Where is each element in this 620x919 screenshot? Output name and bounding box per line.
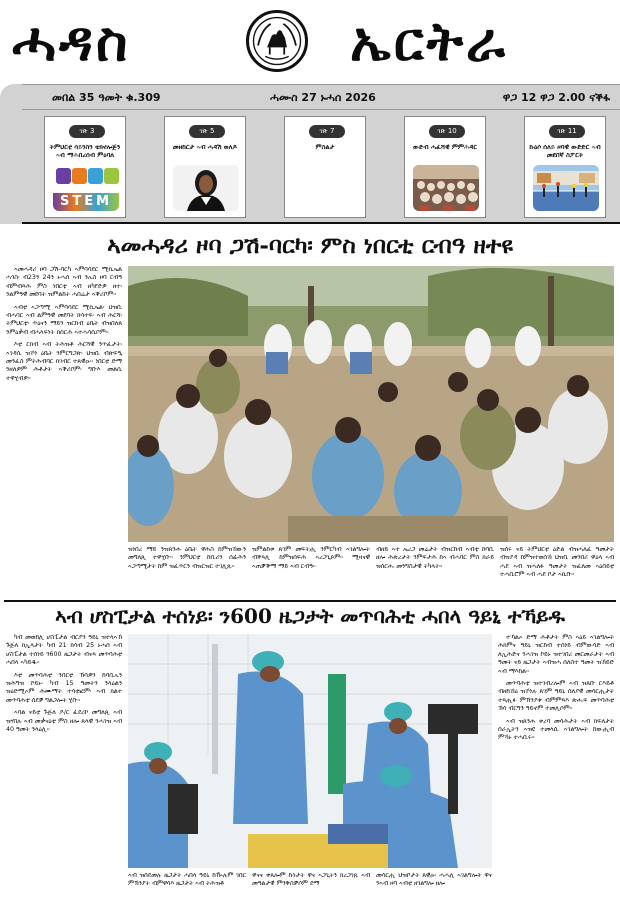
teaser-page-3[interactable] <box>44 116 126 218</box>
article2-photo-surgery <box>128 634 492 868</box>
article2-column-b1: ኣብ ዝሰደመሉ ዜጋታት ሓበላ ዓይኒ ከዂሉም ገበር ምኽንያት ብምዋሳእ ዜጋታት ኣብ ትሕዝቶ <box>128 872 246 888</box>
article1-column-b3: ብዘይ ኣተ ኤረጋ መሬታት ብዝርከብ ኣብቲ ከባቢ ዘሎ ሕጽረታት ንምፍታሕ ከኣ ብሓባር ምስ ክራይ ዝሰርሑ መንግስታዊ ትካላት። <box>376 546 494 570</box>
article1-paragraph: ኣመሓዳሪ ዞባ ጋሽ-ባርካ ኣምባሳደር ሚኪኤል ሓጎስ፡ ብ23ን 24ን ኑሓሰ ኣብ ንኡስ ዞባ ርብዓ ብምብጻሕ ምስ ነበርቲ ኣብ ዘካየድዎ ዘተ፡ ንልምዓዊ መደባት ዝምልከት ሓበሬታ ኣቕሪቦም። <box>6 266 122 299</box>
teaser-page-badge: ገጽ 10 <box>429 125 465 138</box>
teaser-caption: ምስልታ <box>315 143 335 151</box>
teaser-page-5[interactable] <box>164 116 246 218</box>
article2-paragraph: ካብ መወከሊ ሆስፒታል ብርያን ዓይኒ ዝተላኣኸ ጉጅለ ክኢላታት ካብ 21 ክሳብ 25 ኑሓሰ ኣብ ሆስፒታል ተሰነይ ን600 ዜጋታት ብናጻ መጥባሕቲ ሓበላ ኣካይዱ። <box>6 634 122 667</box>
teaser-caption: ውድብ ሓፈሻዊ ምምሕዳር <box>413 143 477 151</box>
article2-column-b3: መሳርሒ ህዝቦታት ጸዊዑ፡ ሓሓሊ ኣገልግሎት ዋና ንኣብ ዞባ ኣብቲ ዘገልግሎ ዘሎ <box>376 872 492 888</box>
issue-volume: መበል 35 ዓመት ቁ.309 <box>52 91 161 104</box>
issue-price: ዋጋ 12 ዋጋ 2.00 ናቕፋ <box>502 91 610 104</box>
issue-date: ሓሙስ 27 ኑሓሰ 2026 <box>270 91 376 104</box>
teaser-page-badge: ገጽ 7 <box>309 125 345 138</box>
header-corner <box>0 84 22 224</box>
teaser-page-badge: ገጽ 3 <box>69 125 105 138</box>
section-divider <box>4 600 616 602</box>
article1-paragraph: እቲ ርክብ ኣብ ትሕዝቶ ሕርሻዊ ንጥፈታት፡ ኣገዳሲ ዝኾነ ዕቤት ንምርግጋጽ፡ ህዝቢ ብጽፍዒ መንፈስ ምትሕብባር ክገብር ተጸዊዑ። ነበርቲ ድማ ንዘለዎም ሕቶታት ኣቕሪቦም፡ ግቡእ መልሲ ተዋሂብዎ። <box>6 341 122 382</box>
article1-column-left <box>6 266 122 542</box>
article1-headline: ኣመሓዳሪ ዞባ ጋሽ-ባርካ፡ ምስ ነበርቲ ርብዓ ዘተዩ <box>107 232 513 259</box>
emblem-logo <box>246 10 308 72</box>
article2-column-left <box>6 634 122 914</box>
teaser-strip <box>22 110 620 224</box>
article2-paragraph: ኣባል ናይቲ ጉጅለ ዶ/ር ፈደሪኮ መግለጺ ኣብ ዝሃበሉ ኣብ መቃናዕቲ ምስ ዘሎ ጸላዊ ንሓገዝ ኣብ 40 ዓመት ንላዕሊ። <box>6 709 122 734</box>
article2-paragraph: መጥባሕቲ ዝተገብረሎም ኣብ ዝጸቡ ርእይቶ ብዘከኸዕ ዝኾነሉ ጸገም ዓይኒ ሰለያዊ መሳርሒታት ተጻሒፉ ምኽንያቱ ብምምጻእ ጽሑፍ መጥባሕቲ ኽሳ ብርግን ዓይኖም ተመሊሶም። <box>498 680 614 713</box>
article1-paragraph: ኣብቲ ኣጋጣሚ ኣምባሳደር ሚኪኤል፡ ህዝቢ ብሓባር ኣብ ልምዓዊ መደባት ክሳተፍ፡ ኣብ ሕርሻ፡ ትምህርቲ፡ ጥዕናን ማይን ዝርከብ ዕቤት ብዝበለጸ ንምዕቃብ ብሓላፍነት ክሰርሕ ኣተሓሳሲቦም። <box>6 303 122 336</box>
teaser-caption: መዘከርታ ኣብ ሓዳሽ ወለዶ <box>172 143 238 151</box>
teaser-page-11[interactable] <box>524 116 606 218</box>
sport-thumbnail <box>533 165 599 211</box>
portrait-thumbnail <box>173 165 239 211</box>
article2-paragraph: ተኻልኦ ድማ ሕቶታት ምስ ኣዕይ ኣገልግሎት ሕክምና ዓይኒ ዝርከብ ተሰነይ ብምውሳድ ኣብ ለኢሕድና ንሓገዝ ኮይኑ ዝተገበረ መርመራታት ኣብ ዓመት ናይ ዜጋታት ኣብዝሓ ሰለስተ ዓመት ዝኸይድ ኣብ ማእከል። <box>498 634 614 675</box>
stem-label: STEM <box>53 193 119 211</box>
article1-column-b1: ዝነበረ ማይ ንዝጸንሐ ዕቤት ዋሕስ ከምዝኸውን መግለጺ ተዋሂቡ። ንምህርቲ ከቢሪን ሰፊሕን ኣጋጣሚታት ከም ዝፈጥርን ብዝርዝር ተገሊጹ። <box>128 546 246 570</box>
article2-column-b2: ዋናና ቀጸሎም ኩነታት ዋና ኣጋጊትን ክረጋገጹ ኣብ መዓልታዊ ምንቅስቓሶም ደማ <box>252 872 370 888</box>
article1-column-b4: ዝሰሩ ናይ ትምህርቲ ዕድል ብዝሓለፈ ዓመታት ብዝያዳ ከምዝተወሰኸ ህዝቢ መንበሪ ዋዕላ ኣብ ሓደ ኣብ ዝሓለፉ ዓመታት ዝፈለመ ኣዕበይቲ ተሓቢሮም ኣብ ሓደ ቦታ ኣኪቡ። <box>500 546 614 579</box>
stem-thumbnail <box>53 165 119 211</box>
masthead <box>0 0 620 84</box>
article2-paragraph: ኣብ ዝጸንሐ ቀረባ መሳሕታት ኣብ ክፍለታት ሰራኢትን ኣዝዩ ተመላሲ ኣገልግሎት ከውሒብ ምኻኑ ተሓቢሩ። <box>498 717 614 742</box>
teaser-page-10[interactable] <box>404 116 486 218</box>
masthead-title-right: ኤርትራ <box>350 9 508 73</box>
article2-headline: ኣብ ሆስፒታል ተሰነይ፡ ን600 ዜጋታት መጥባሕቲ ሓበላ ዓይኒ ተኻይዱ <box>55 604 565 628</box>
article1-column-b2: ዝምልከቱ ጸገም መፍትሒ ንምርካብ ኣገልግሎት ብቐጻሊ ከምዝሰፍሕ ኣረጋጊጾም። ሚዛናዊ ኣጠቓቕማ ማይ ኣብ ርብዓ። <box>252 546 370 570</box>
crowd-thumbnail <box>413 165 479 211</box>
teaser-page-7[interactable] <box>284 116 366 218</box>
article1-photo-meeting <box>128 266 614 542</box>
article2-paragraph: እቲ መጥባሕቲ ንበርቲ ኽሳዎን ከባቢኡን ዝሕግዝ ኮይኑ፡ ካብ 15 ዓመትን ንላዕልን ዝዕድሚኦም ሕሙማት ተሳቲፎም፡ ኣብ ክልተ መጥባሕቲ ሰደቓ ግልጋሎት ሂቡ። <box>6 671 122 704</box>
teaser-caption: ኩዕሶ ሰለይ ዞባዊ ውድድር ኣብ መደበኛ ስፖርት <box>529 143 601 159</box>
teaser-page-badge: ገጽ 5 <box>189 125 225 138</box>
teaser-caption: ትምህርቲ ሳይንስን ቴክኖሎጅን ኣብ ማሕበረሰብ ምዕባለ <box>49 143 121 159</box>
teaser-page-badge: ገጽ 11 <box>549 125 585 138</box>
masthead-title-left: ሓዳስ <box>12 9 131 73</box>
article2-column-right <box>498 634 614 916</box>
issue-info-bar <box>22 84 620 110</box>
